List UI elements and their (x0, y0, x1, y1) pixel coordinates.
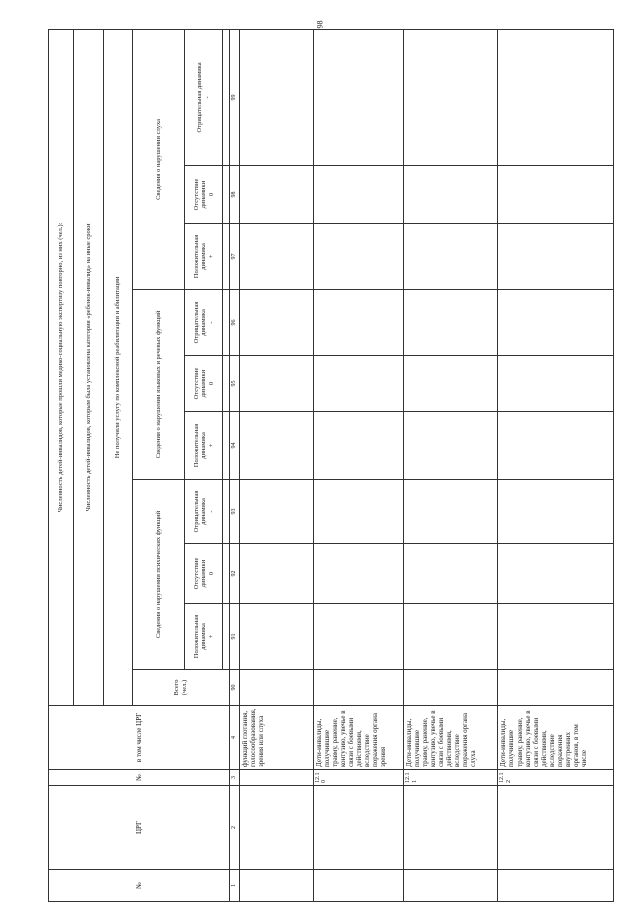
row-code: 12.11 (403, 770, 498, 786)
header-incl-crg: в том числе ЦРГ (49, 706, 230, 770)
header-hearing: Сведения о нарушении слуха (132, 29, 185, 289)
row-text: функций глотания, голосообразования, зрения или слуха (240, 706, 314, 770)
row-code: 12.12 (498, 770, 614, 786)
table-row (313, 29, 403, 901)
mental-negative: Отрицательная динамика - (185, 480, 223, 544)
col-num: 96 (229, 290, 240, 356)
header-count-mse: Численность детей-инвалидов, которые прошли медико-социальную экспертизу повторно, из них (чел.): (49, 29, 74, 705)
row-text: Дети-инвалиды, получившие травму, ранение, контузию, увечье в связи с боевыми действиями, вследствие поражения внутренних органов, в том числе (498, 706, 614, 770)
col-num: 94 (229, 412, 240, 480)
col-num: 99 (229, 29, 240, 165)
mental-none: Отсутствие динамики 0 (185, 544, 223, 604)
col-num: 98 (229, 166, 240, 224)
mental-positive: Положительная динамика + (185, 604, 223, 670)
col-num: 92 (229, 544, 240, 604)
table-row (403, 29, 498, 901)
header-total: Всего (чел.) (132, 670, 229, 706)
speech-none: Отсутствие динамики 0 (185, 356, 223, 412)
hearing-positive: Положительная динамика + (185, 224, 223, 290)
row-text: Дети-инвалиды, получившие травму, ранение, контузию, увечье в связи с боевыми действиями, вследствие поражения органа зрения (313, 706, 403, 770)
header-no2: № (49, 770, 230, 786)
rehabilitation-statistics-table (48, 29, 614, 902)
hearing-negative: Отрицательная динамика - (185, 29, 223, 165)
speech-positive: Положительная динамика + (185, 412, 223, 480)
hearing-none: Отсутствие динамики 0 (185, 166, 223, 224)
col-num: 95 (229, 356, 240, 412)
col-num: 93 (229, 480, 240, 544)
col-num: 97 (229, 224, 240, 290)
col-num: 4 (229, 706, 240, 770)
header-not-received: Не получили услугу по комплексной реабилитации и абилитации (103, 29, 132, 705)
col-num: 1 (229, 870, 240, 902)
header-speech: Сведения о нарушении языковых и речевых функций (132, 290, 185, 480)
header-crg: ЦРГ (49, 786, 230, 870)
statistics-form-sheet (48, 30, 614, 902)
header-count-other-category: Численность детей-инвалидов, которым была установлена категория «ребенок-инвалид» на иные сроки (74, 29, 103, 705)
header-mental: Сведения о нарушении психических функций (132, 480, 185, 670)
column-number-row (229, 29, 240, 901)
table-row (498, 29, 614, 901)
page-number: 98 (315, 20, 325, 29)
row-code: 12.10 (313, 770, 403, 786)
col-num: 90 (229, 670, 240, 706)
speech-negative: Отрицательная динамика - (185, 290, 223, 356)
table-row (240, 29, 314, 901)
col-num: 91 (229, 604, 240, 670)
col-num: 2 (229, 786, 240, 870)
col-num: 3 (229, 770, 240, 786)
header-no: № (49, 870, 230, 902)
row-text: Дети-инвалиды, получившие травму, ранение, контузию, увечье в связи с боевыми действиями, вследствие поражения органа слуха (403, 706, 498, 770)
